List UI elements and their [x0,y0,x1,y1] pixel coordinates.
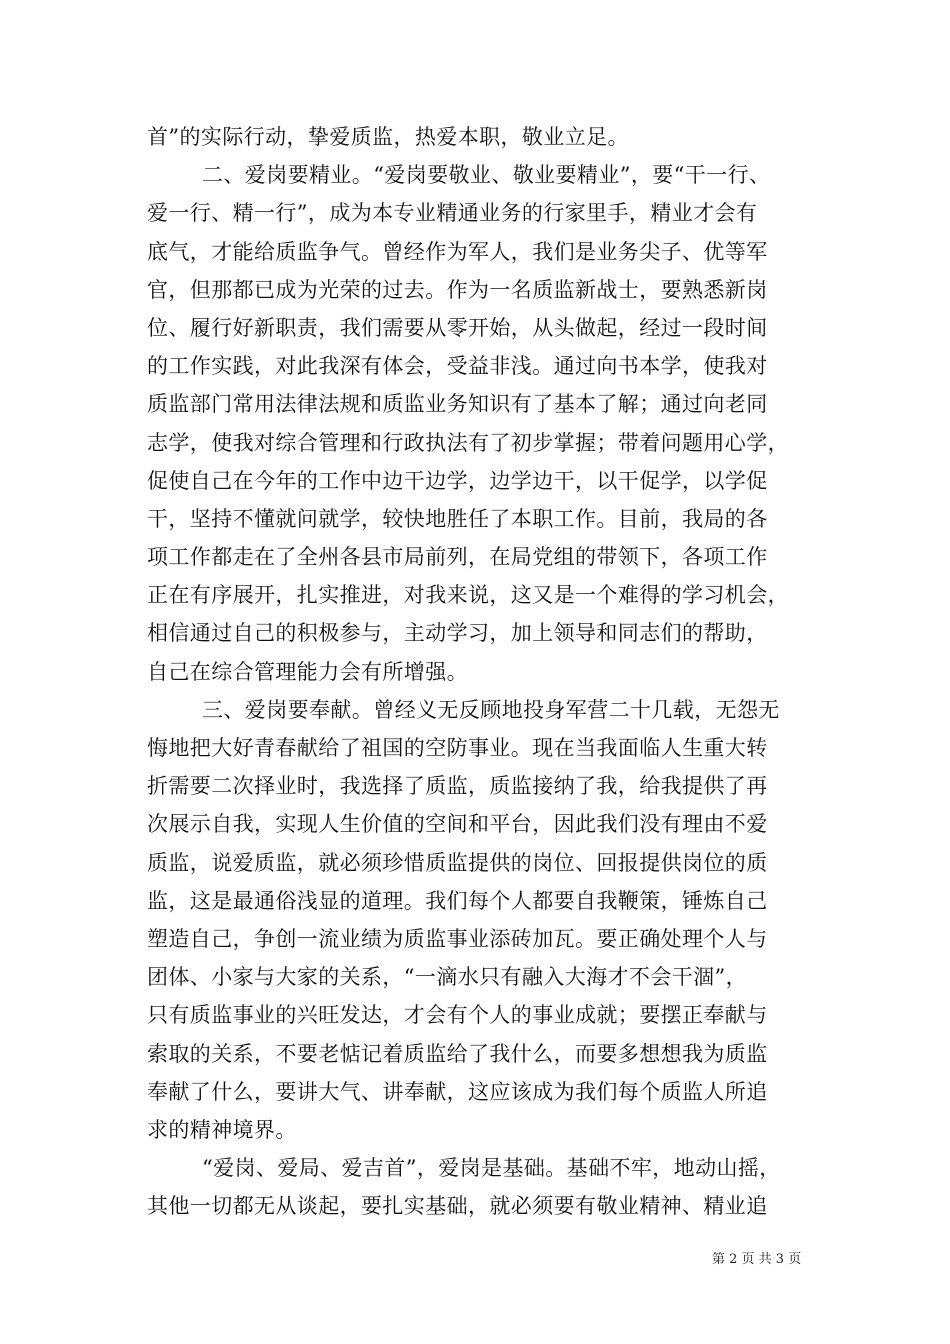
text-line: 二、爱岗要精业。“爱岗要敬业、敬业要精业”，要“干一行、 [202,163,771,188]
document-body [147,118,827,1225]
text-line: 爱一行、精一行”，成为本专业精通业务的行家里手，精业才会有 [147,201,758,226]
text-line: 官，但那都已成为光荣的过去。作为一名质监新战士，要熟悉新岗 [147,277,768,302]
text-line: 求的精神境界。 [147,1117,297,1142]
text-line: 的工作实践，对此我深有体会，受益非浅。通过向书本学，使我对 [147,354,768,379]
text-line: 质监部门常用法律法规和质监业务知识有了基本了解；通过向老同 [147,392,768,417]
text-line: 监，这是最通俗浅显的道理。我们每个人都要自我鞭策，锤炼自己 [147,888,768,913]
text-line: 三、爱岗要奉献。曾经义无反顾地投身军营二十几载，无怨无 [202,697,780,722]
text-line: 正在有序展开，扎实推进，对我来说，这又是一个难得的学习机会， [147,583,789,608]
text-line: 质监，说爱质监，就必须珍惜质监提供的岗位、回报提供岗位的质 [147,850,768,875]
text-line: 奉献了什么，要讲大气、讲奉献，这应该成为我们每个质监人所追 [147,1079,768,1104]
text-line: 干，坚持不懂就问就学，较快地胜任了本职工作。目前，我局的各 [147,506,768,531]
text-line: 项工作都走在了全州各县市局前列，在局党组的带领下，各项工作 [147,545,768,570]
page-number-footer: 第 2 页 共 3 页 [712,1252,802,1267]
text-line: 只有质监事业的兴旺发达，才会有个人的事业成就；要摆正奉献与 [147,1003,768,1028]
text-line: “爱岗、爱局、爱吉首”，爱岗是基础。基础不牢，地动山摇， [202,1156,781,1181]
text-line: 团体、小家与大家的关系，“一滴水只有融入大海才不会干涸”， [147,965,748,990]
text-line: 其他一切都无从谈起，要扎实基础，就必须要有敬业精神、精业追 [147,1194,768,1219]
text-line: 次展示自我，实现人生价值的空间和平台，因此我们没有理由不爱 [147,812,768,837]
text-line: 塑造自己，争创一流业绩为质监事业添砖加瓦。要正确处理个人与 [147,926,768,951]
text-line: 折需要二次择业时，我选择了质监，质监接纳了我，给我提供了再 [147,774,768,799]
text-line: 相信通过自己的积极参与，主动学习，加上领导和同志们的帮助， [147,621,768,646]
text-line: 底气，才能给质监争气。曾经作为军人，我们是业务尖子、优等军 [147,239,768,264]
text-line: 志学，使我对综合管理和行政执法有了初步掌握；带着问题用心学， [147,430,789,455]
text-line: 促使自己在今年的工作中边干边学，边学边干，以干促学，以学促 [147,468,768,493]
text-line: 首”的实际行动，挚爱质监，热爱本职，敬业立足。 [147,125,629,149]
text-line: 悔地把大好青春献给了祖国的空防事业。现在当我面临人生重大转 [147,736,768,760]
text-line: 位、履行好新职责，我们需要从零开始，从头做起，经过一段时间 [147,315,768,340]
text-line: 索取的关系，不要老惦记着质监给了我什么，而要多想想我为质监 [147,1041,768,1066]
text-line: 自己在综合管理能力会有所增强。 [147,659,468,684]
